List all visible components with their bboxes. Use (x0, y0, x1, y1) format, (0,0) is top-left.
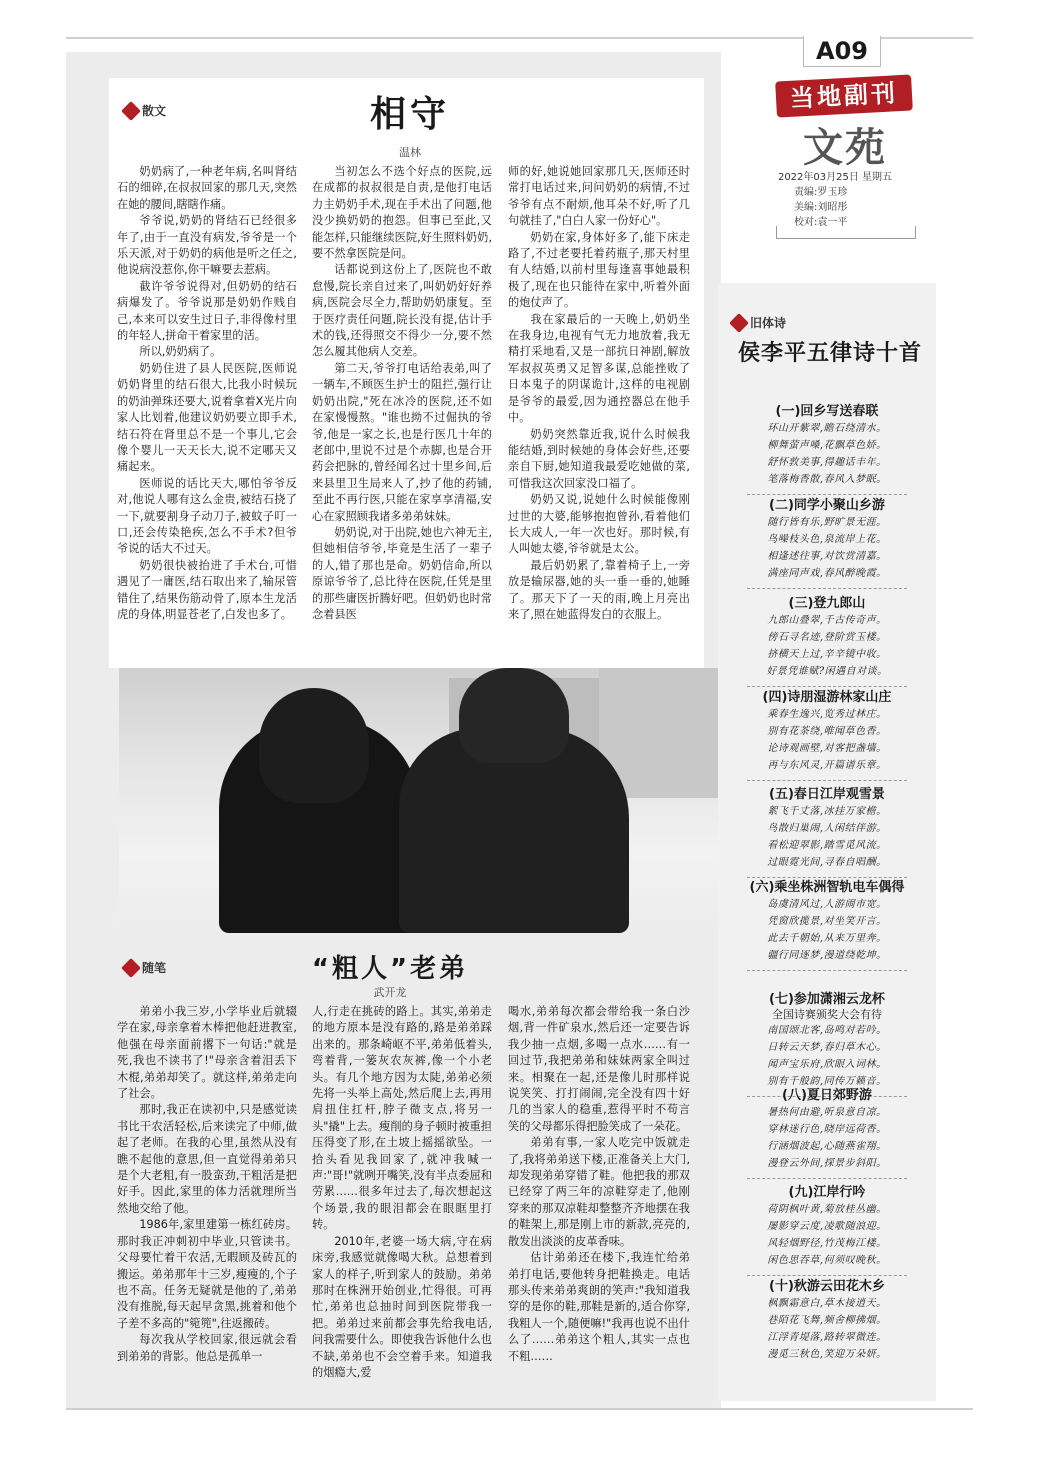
pen-icon (729, 313, 749, 333)
poem-line: 九郎山叠翠,千古传奇声。 (767, 615, 887, 626)
paragraph: 奶奶很快被抬进了手术台,可惜遇见了一庸医,结石取出来了,输尿管错住了,结果伤筋动骨了,原本生龙活虎的身体,明显苍老了,白发也多了。 (117, 558, 297, 621)
section-tag-essay (124, 959, 166, 976)
poem-divider (747, 780, 907, 781)
editor-credit: 责编:罗玉珍 (794, 187, 848, 198)
article-2-column-3 (508, 1004, 690, 1400)
poem-line: 江浮青堤落,路转翠微连。 (767, 1332, 887, 1343)
poem-line: 再与东风灵,开篇谱乐章。 (767, 760, 887, 771)
poem-line: 闻声宝乐府,欣眼入词林。 (767, 1059, 887, 1070)
paragraph: 弟弟有事,一家人吃完中饭就走了,我将弟弟送下楼,正准备关上大门,却发现弟弟穿错了鞋。他把我的那双已经穿了两三年的凉鞋穿走了,他刚穿来的那双凉鞋却整整齐齐地摆在我的鞋架上,那是刚上市的新款,亮亮的,散发出淡淡的皮革香味。 (508, 1136, 690, 1248)
poem-title: (八)夏日郊野游 (782, 1088, 872, 1103)
bottom-rule (66, 1408, 973, 1410)
pen-icon (121, 101, 141, 121)
poem-title: (四)诗朋湿游林家山庄 (762, 690, 892, 705)
poem-title: (五)春日江岸观雪景 (769, 787, 885, 802)
proofreader-credit: 校对:袁一平 (794, 217, 848, 228)
poem (722, 498, 932, 589)
poem-divider (747, 588, 907, 589)
paragraph: 爷爷说,奶奶的肾结石已经很多年了,由于一直没有病发,爷爷是一个乐天派,对于奶奶的病他是听之任之,他说病没惹你,你干嘛要去惹病。 (117, 214, 297, 277)
paragraph: 奶奶病了,一种老年病,名叫肾结石的细碎,在叔叔回家的那几天,突然在她的腰间,瞎瞎作痛。 (117, 165, 297, 211)
photo-figure-right-head (459, 668, 569, 763)
poem-line: 鸟噪枝头色,泉流岸上花。 (767, 534, 887, 545)
poem-title: (一)回乡写送春联 (775, 404, 879, 419)
article-1-column-1 (117, 164, 297, 664)
poem-line: 漫觅三秋色,笑迎万朵妍。 (767, 1349, 887, 1360)
section-tag-poetry (732, 314, 786, 331)
poem-line: 好景凭谁赋?闲遇自对谈。 (766, 666, 888, 677)
poem-title: (九)江岸行吟 (788, 1185, 866, 1200)
pen-icon (121, 958, 141, 978)
poem-line: 疆行同逐梦,漫道绕乾坤。 (767, 950, 887, 961)
paragraph: 医师说的话比天大,哪怕爷爷反对,他说人哪有这么金贵,被结石挠了一下,就要割身子动刀子,被蚊子叮一口,还会传染艳疾,怎么不手术?但爷爷说的话大不过天。 (117, 476, 297, 556)
photo-figure-left-hood (259, 688, 369, 803)
poem-line: 舒怀敦美事,得趣话丰年。 (767, 457, 887, 468)
masthead-meta (760, 170, 910, 230)
poem-line: 别有花茶绕,唯闻草色香。 (767, 726, 887, 737)
poem (722, 404, 932, 495)
poem-line: 笔落梅香散,春风入梦眠。 (767, 474, 887, 485)
paragraph: 估计弟弟还在楼下,我连忙给弟弟打电话,要他转身把鞋换走。电话那头传来弟弟爽朗的笑声:"我知道我穿的是你的鞋,那鞋是新的,适合你穿,我粗人一个,随便嘛!"我再也说不出什么了……弟弟这个粗人,其实一点也不粗…… (508, 1251, 690, 1363)
paragraph: 1986年,家里建第一栋红砖房。那时我正冲刺初中毕业,只管读书。父母要忙着干农活,无暇顾及砖瓦的搬运。弟弟那年十三岁,瘦瘦的,个子也不高。任务无疑就是他的了,弟弟没有推脱,每天起早贪黑,挑着和他个子差不多高的"箢篼",往返搬砖。 (117, 1218, 297, 1330)
poem-line: 乘春生逸兴,览秀过林庄。 (767, 709, 887, 720)
poem-divider (747, 877, 907, 878)
section-label: 旧体诗 (750, 316, 787, 330)
issue-date: 2022年03月25日 星期五 (777, 172, 893, 183)
poem-line: 南国颂北客,岛鸣对若吟。 (767, 1025, 887, 1036)
column-name: 文苑 (803, 124, 887, 171)
poem-divider (747, 686, 907, 687)
poem (722, 596, 932, 687)
paragraph: 我在家最后的一天晚上,奶奶坐在我身边,电视有气无力地放着,我无精打采地看,又是一部抗日神剧,解放军叔叔英勇又足智多谋,总能挫败了日本鬼子的阴谋诡计,这样的电视剧是爷爷的最爱,因为通控器总在他手中。 (508, 312, 690, 425)
poem-line: 鸟散归巢闹,人闲结伴游。 (767, 823, 887, 834)
section-label: 散文 (142, 104, 167, 118)
supplement-seal: 当地副刊 (775, 74, 913, 117)
poem-line: 过眼霓光间,寻春自唱酬。 (767, 857, 887, 868)
paragraph: 奶奶在家,身体好多了,能下床走路了,不过老要托着药瓶子,那天村里有人结婚,以前村里每逢喜事她最积极了,现在也只能待在家中,听着外面的炮仗声了。 (508, 230, 690, 310)
article-1-column-3 (508, 164, 690, 664)
paragraph: 那时,我正在读初中,只是感觉读书比干农活轻松,后来读完了中师,做起了老师。在我的心里,虽然从没有瞧不起他的意思,但一直觉得弟弟只是个大老粗,有一股蛮劲,干粗活是把好手。因此,家里的体力活就理所当然地交给了他。 (117, 1103, 297, 1215)
paragraph: 奶奶住进了县人民医院,医师说奶奶肾里的结石很大,比我小时候玩的奶油弹珠还要大,说着拿着X光片向家人比划着,他建议奶奶要立即手术,结石符在肾里总不是一个事儿,它会像个婴儿一天天长大,说不定哪天又痛起来。 (117, 361, 297, 474)
poem-line: 暑热何由避,听泉意自凉。 (767, 1107, 887, 1118)
poem-title: (二)同学小聚山乡游 (769, 498, 885, 513)
poem-divider (747, 1178, 907, 1179)
poem-line: 荷阴枫叶黄,菊放桂丛幽。 (767, 1204, 887, 1215)
paragraph: 每次我从学校回家,很远就会看到弟弟的背影。他总是孤单一 (117, 1333, 297, 1363)
poem (722, 1185, 932, 1276)
section-label: 随笔 (142, 961, 167, 975)
poem-divider (747, 494, 907, 495)
paragraph: 当初怎么不选个好点的医院,远在成都的叔叔很是自责,是他打电话力主奶奶手术,现在手术出了问题,他没少换奶奶的抱怨。但事已至此,又能怎样,只能继续医院,好生照料奶奶,要不然拿医院是问。 (312, 165, 492, 261)
poem-divider (747, 1275, 907, 1276)
poem-line: 岛虞清风过,人游闹市宽。 (767, 899, 887, 910)
poem-line: 环山开紫翠,瞻石绕清水。 (767, 423, 887, 434)
poem (722, 1088, 932, 1179)
poem-title: (三)登九郎山 (788, 596, 866, 611)
poem-line: 漫登云外间,探景步斜阳。 (767, 1158, 887, 1169)
poem-line: 穿林迷行色,晓岸远荷香。 (767, 1124, 887, 1135)
article-1-column-2 (312, 164, 492, 664)
masthead-bracket (776, 226, 916, 239)
article-2-column-1 (117, 1004, 297, 1400)
article-2-author: 武开龙 (373, 986, 407, 999)
paragraph: 弟弟小我三岁,小学毕业后就辍学在家,母亲拿着木棒把他赶进教室,他强在母亲面前撂下一句话:"就是死,我也不读书了!"母亲含着泪丢下木棍,弟弟却笑了。就这样,弟弟走向了社会。 (117, 1005, 297, 1101)
poem-line: 巷陌花飞舞,频舍柳拂烟。 (767, 1315, 887, 1326)
paragraph: 最后奶奶累了,靠着椅子上,一旁放是输尿器,她的头一垂一垂的,她睡了。那天下了一天的雨,晚上月亮出来了,照在她蓝得发白的衣服上。 (508, 558, 690, 621)
paragraph: 所以,奶奶病了。 (139, 345, 222, 359)
poem-subtitle: 全国诗赛颁奖大会有待 (772, 1008, 882, 1021)
paragraph: 截许爷爷说得对,但奶奶的结石病爆发了。爷爷说那是奶奶作贱自己,本来可以安生过日子,非得像村里的年轻人,拼命干着家里的活。 (117, 279, 297, 343)
poem (722, 880, 932, 971)
article-1-title: 相守 (369, 94, 450, 135)
designer-credit: 美编:刘昭彤 (794, 202, 848, 213)
poem-line: 别有千般韵,同传万籁音。 (767, 1076, 887, 1087)
paragraph: 喝水,弟弟每次都会带给我一条白沙烟,背一件矿泉水,然后还一定要告诉我少抽一点烟,多喝一点水……有一回过节,我把弟弟和妹妹两家全叫过来。相聚在一起,还是像儿时那样说说笑笑、打打闹闹,完全没有四十好几的当家人的稳重,惹得平时不苟言笑的父母都乐得把脸笑成了一朵花。 (508, 1005, 690, 1133)
poem-line: 此去千朝始,从来万里奔。 (767, 933, 887, 944)
paragraph: 第二天,爷爷打电话给表弟,叫了一辆车,不顾医生护士的阻拦,强行让奶奶出院,"死在冰冷的医院,还不如在家慢慢熬。"谁也拗不过倔执的爷爷,他是一家之长,也是行医几十年的老郎中,里说不过是个赤脚,也是合开药会把脉的,曾经闻名过十里乡间,后来县里卫生局来人了,抄了他的药铺,至此不再行医,只能在家享享清福,安心在家照顾我诸多弟弟妹妹。 (312, 361, 492, 523)
poem-title: (十)秋游云田花木乡 (769, 1279, 885, 1294)
poem-line: 相逢述往事,对饮赏清嘉。 (767, 551, 887, 562)
section-tag-prose (124, 102, 166, 119)
poem-title: (六)乘坐株洲智轨电车偶得 (749, 880, 905, 895)
poem-divider (747, 970, 907, 971)
couple-photo (119, 668, 719, 933)
article-2-title: “粗人”老弟 (311, 954, 469, 984)
poem-line: 柳舞萤声嗓,花飘草色娇。 (767, 440, 887, 451)
paragraph: 奶奶说,对于出院,她也六神无主,但她相信爷爷,毕竟是生活了一辈子的人,错了那也是命。奶奶信命,所以原谅爷爷了,总比待在医院,任凭是里的那些庸医折腾好吧。但奶奶也时常念着县医 (312, 525, 492, 621)
paragraph: 奶奶突然靠近我,说什么时候我能结婚,到时候她的身体会好些,还要亲自下厨,她知道我最爱吃她做的菜,可惜我这次回家没口福了。 (508, 427, 690, 490)
poem-line: 随行皆有乐,野旷景无涯。 (767, 517, 887, 528)
poem (722, 787, 932, 878)
poem (722, 992, 932, 1097)
poem (722, 1279, 932, 1363)
poetry-title: 侯李平五律诗十首 (737, 340, 922, 366)
poem-line: 行涵烟波起,心随燕雀翔。 (767, 1141, 887, 1152)
poem-line: 挤横天上过,辛辛镜中收。 (767, 649, 887, 660)
poem-line: 傍石寻名迹,登阶赏玉楼。 (767, 632, 887, 643)
paragraph: 2010年,老婆一场大病,守在病床旁,我感觉就像喝大秋。总想着到家人的样子,听到家人的鼓励。弟弟那时在株洲开始创业,忙得很。可再忙,弟弟也总抽时间到医院带我一把。弟弟过来前都会事先给我电话,问我需要什么。即使我告诉他什么也不缺,弟弟也不会空着手来。知道我的烟瘾大,爱 (312, 1234, 492, 1379)
page-number: A09 (803, 36, 881, 67)
poem-title: (七)参加潇湘云龙杯 (769, 992, 885, 1007)
poem-line: 日转云天梦,春归草木心。 (767, 1042, 887, 1053)
paragraph: 奶奶又说,说她什么时候能像刚过世的大婆,能够抱抱曾孙,看着他们长大成人,一年一次也好。那时候,有人叫她太婆,爷爷就是太公。 (508, 493, 690, 556)
poem-line: 枫飘霜意白,草木接逍天。 (767, 1298, 887, 1309)
poem-line: 论诗观画壁,对客把盏墙。 (767, 743, 887, 754)
poem-line: 屡影穿云度,凌歌随浪迎。 (767, 1221, 887, 1232)
paragraph: 人,行走在挑砖的路上。其实,弟弟走的地方原本是没有路的,路是弟弟踩出来的。那条崎岖不平,弟弟低着头,弯着背,一篓灰农灰裤,像一个小老头。有几个地方因为太陡,弟弟必须先将一头举上高处,然后爬上去,再用肩扭住扛杆,脖子微支点,将另一头"撬"上去。瘦削的身子顿时被重担压得变了形,在土坡上摇摇欲坠。一拾头看见我回家了,就冲我喊一声:"哥!"就咧开嘴笑,没有半点委屈和劳累……很多年过去了,每次想起这个场景,我的眼泪都会在眼眶里打转。 (312, 1005, 492, 1232)
paragraph: 话都说到这份上了,医院也不敢怠慢,院长亲自过来了,叫奶奶好好养病,医院会尽全力,帮助奶奶康复。至于医疗责任问题,院长没有提,估计手术的钱,还得照交不得少一分,要不然怎么履其他病人交差。 (312, 263, 492, 359)
poem-line: 风轻烟野径,竹茂梅江楼。 (767, 1238, 887, 1249)
paragraph: 师的好,她说她回家那几天,医师还时常打电话过来,问问奶奶的病情,不过爷爷有点不耐烦,他耳朵不好,听了几句就挂了,"白白人家一份好心"。 (508, 165, 690, 228)
poem (722, 690, 932, 781)
article-1-author: 温林 (399, 146, 421, 159)
poem-line: 絮飞千丈落,冰挂万家檐。 (767, 806, 887, 817)
poem-line: 闲色思吞草,何须叹晚秋。 (767, 1255, 887, 1266)
poem-line: 看松迎翠影,踏雪觅风流。 (767, 840, 887, 851)
poem-line: 满座同声戏,春风醉晚霞。 (767, 568, 887, 579)
poem-line: 凭窗欣揽景,对坐笑开言。 (767, 916, 887, 927)
article-2-column-2 (312, 1004, 492, 1400)
